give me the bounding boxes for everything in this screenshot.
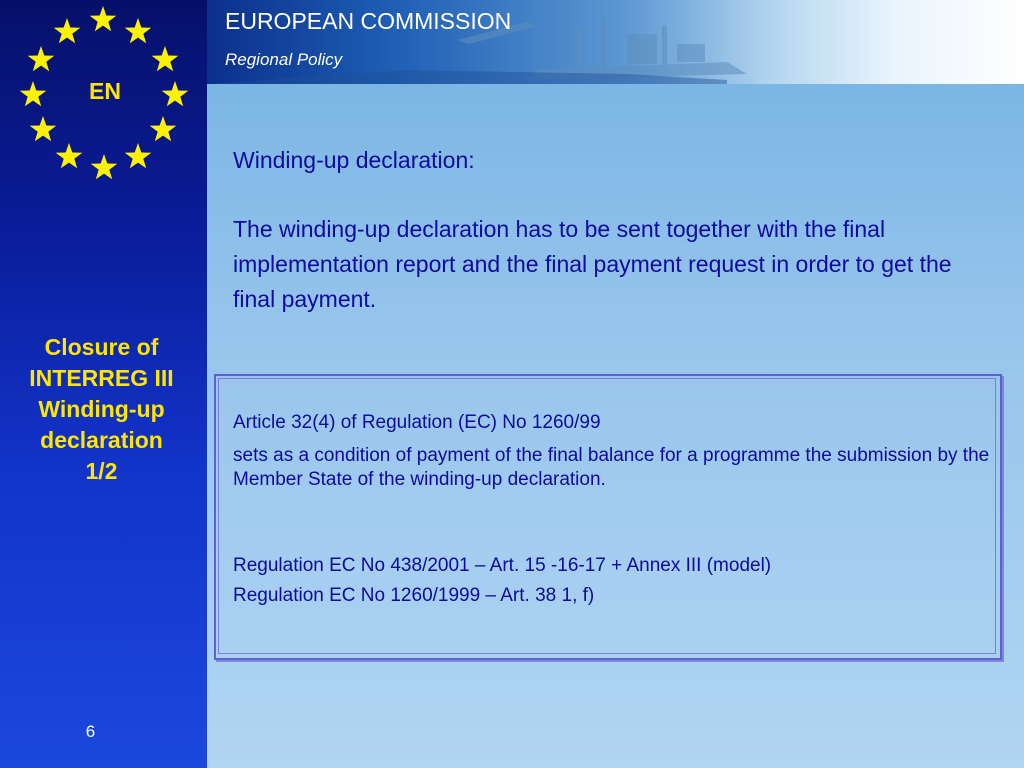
article-description: sets as a condition of payment of the final balance for a programme the submission by the Member State of the winding-up declaration. (233, 445, 990, 490)
section-title-line: INTERREG III (29, 365, 174, 391)
section-title-line: declaration (40, 427, 163, 453)
article-reference: Article 32(4) of Regulation (EC) No 1260/99 (233, 412, 601, 433)
department-name: Regional Policy (225, 50, 343, 69)
sidebar (0, 0, 207, 768)
language-label: EN (89, 78, 121, 104)
section-title-line: 1/2 (85, 458, 118, 484)
body-paragraph: The winding-up declaration has to be sent together with the final implementation report and the final payment request in order to get the final payment. (233, 216, 952, 312)
organization-name: EUROPEAN COMMISSION (225, 8, 512, 34)
section-title-line: Closure of (44, 334, 159, 360)
slide-section-title (0, 332, 203, 487)
header-banner (207, 0, 1024, 84)
slide-heading: Winding-up declaration: (233, 147, 475, 173)
page-number: 6 (85, 722, 96, 741)
section-title-line: Winding-up (38, 396, 165, 422)
regulation-reference: Regulation EC No 438/2001 – Art. 15 -16-17 + Annex III (model) (233, 555, 772, 576)
regulation-reference: Regulation EC No 1260/1999 – Art. 38 1, f) (233, 585, 595, 606)
